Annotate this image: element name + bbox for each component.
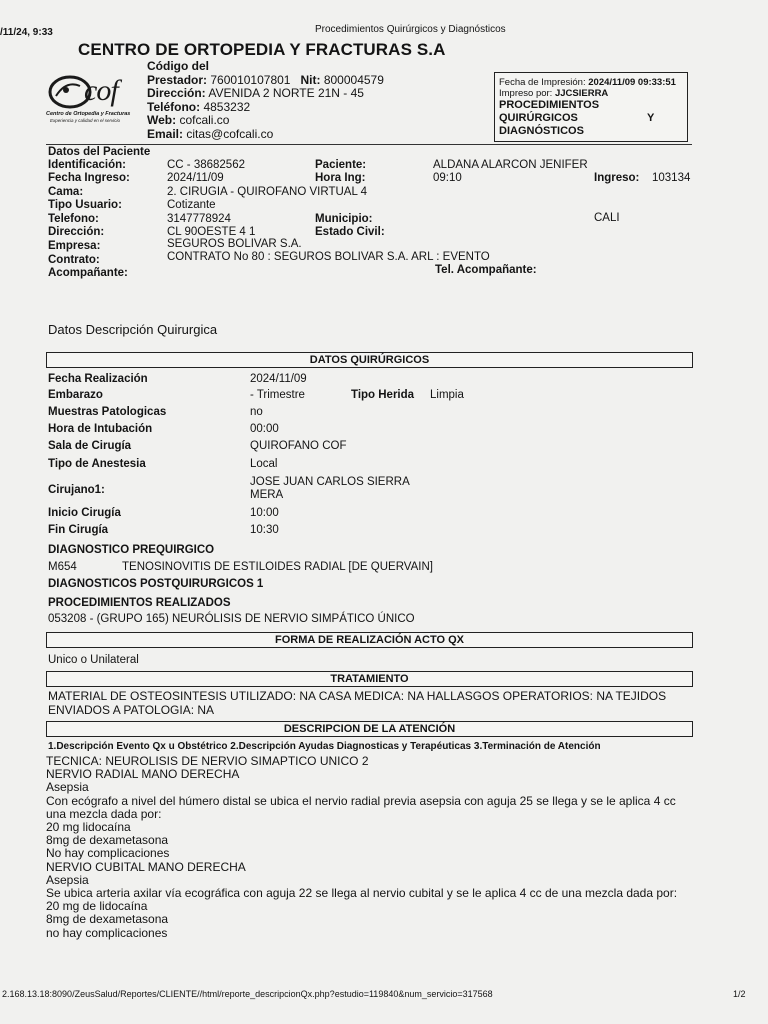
- atencion-line: Asepsia: [46, 780, 89, 795]
- telefono-label: Teléfono:: [147, 99, 201, 114]
- direccion-value: AVENIDA 2 NORTE 21N - 45: [208, 86, 364, 100]
- datos-quirurgicos-bar: DATOS QUIRÚRGICOS: [46, 352, 693, 368]
- surgery-row-value: 2024/11/09: [250, 373, 307, 385]
- nit-label: Nit:: [300, 72, 321, 87]
- proc-label: PROCEDIMIENTOS REALIZADOS: [48, 597, 231, 609]
- surgery-row-label: Cirujano1:: [48, 484, 105, 496]
- atencion-line: Se ubica arteria axilar vía ecográfica con aguja 22 se llega al nervio cubital y se le aplica 4 cc de una mezcla dada por:: [46, 886, 678, 901]
- tipo-herida-value: Limpia: [430, 389, 464, 401]
- fecha-impresion-value: 2024/11/09 09:33:51: [588, 77, 676, 88]
- surgery-row-value: 10:30: [250, 524, 279, 536]
- tipo-herida-label: Tipo Herida: [351, 389, 415, 401]
- atencion-line: NERVIO CUBITAL MANO DERECHA: [46, 859, 246, 874]
- atencion-line: Asepsia: [46, 872, 89, 887]
- direccion-paciente-label: Dirección:: [48, 226, 105, 238]
- atencion-line: NERVIO RADIAL MANO DERECHA: [46, 767, 240, 782]
- identificacion-label: Identificación:: [48, 159, 126, 171]
- diag-post-label: DIAGNOSTICOS POSTQUIRURGICOS 1: [48, 578, 264, 590]
- atencion-line: No hay complicaciones: [46, 846, 170, 861]
- tipo-usuario-label: Tipo Usuario:: [48, 199, 122, 211]
- web-value: cofcali.co: [179, 113, 230, 127]
- surgery-section-title: Datos Descripción Quirurgica: [48, 322, 218, 337]
- ingreso-label: Ingreso:: [594, 172, 640, 184]
- surgery-row-value: JOSE JUAN CARLOS SIERRA: [250, 476, 410, 488]
- surgery-row-value: QUIROFANO COF: [250, 440, 347, 452]
- atencion-line: 8mg de dexametasona: [46, 833, 169, 848]
- surgery-row-label: Fecha Realización: [48, 373, 148, 385]
- surgery-row-label: Tipo de Anestesia: [48, 458, 146, 470]
- surgery-row-value: no: [250, 406, 263, 418]
- print-datetime: /11/24, 9:33: [0, 27, 53, 38]
- fecha-impresion-label: Fecha de Impresión:: [499, 77, 586, 88]
- atencion-bar: DESCRIPCION DE LA ATENCIÓN: [46, 721, 693, 737]
- institution-name: CENTRO DE ORTOPEDIA Y FRACTURAS S.A: [78, 40, 446, 59]
- surgery-row-label: Embarazo: [48, 389, 103, 401]
- web-label: Web:: [147, 113, 177, 127]
- header-divider: [46, 144, 692, 145]
- surgery-row-value: 00:00: [250, 423, 279, 435]
- atencion-line: TECNICA: NEUROLISIS DE NERVIO SIMAPTICO UNICO 2: [46, 754, 369, 768]
- paciente-value: ALDANA ALARCON JENIFER: [433, 159, 588, 171]
- prestador-label: Prestador:: [147, 72, 208, 87]
- tratamiento-line2: ENVIADOS A PATOLOGIA: NA: [48, 703, 215, 717]
- box-line1: PROCEDIMIENTOS: [499, 99, 600, 111]
- tipo-usuario-value: Cotizante: [167, 199, 216, 211]
- box-line2: QUIRÚRGICOS: [499, 112, 578, 124]
- logo-subtitle: Centro de Ortopedia y Fracturas: [46, 111, 131, 117]
- fecha-ingreso-label: Fecha Ingreso:: [48, 172, 130, 184]
- logo-tagline: Experiencia y calidad en el servicio: [50, 118, 121, 123]
- surgery-row-label: Inicio Cirugía: [48, 507, 121, 519]
- patient-section-label: Datos del Paciente: [48, 146, 151, 158]
- telefono-value: 3147778924: [167, 213, 231, 225]
- surgery-row-label: Muestras Patologicas: [48, 406, 167, 418]
- diag-pre-label: DIAGNOSTICO PREQUIRGICO: [48, 544, 215, 556]
- nit-value: 800004579: [323, 72, 384, 87]
- impreso-label: Impreso por:: [499, 88, 553, 99]
- surgery-row-label: Sala de Cirugía: [48, 440, 132, 452]
- contrato-label: Contrato:: [48, 254, 100, 266]
- atencion-body: [46, 755, 677, 940]
- surgery-row-value: 10:00: [250, 507, 279, 519]
- surgery-row-label: Hora de Intubación: [48, 423, 153, 435]
- hora-ing-value: 09:10: [433, 172, 462, 184]
- direccion-paciente-value: CL 90OESTE 4 1: [167, 226, 256, 238]
- print-info-box: [494, 72, 688, 142]
- empresa-label: Empresa:: [48, 240, 101, 252]
- telefono-label: Telefono:: [48, 213, 99, 225]
- surgery-row-value-cont: MERA: [250, 489, 284, 501]
- fecha-ingreso-value: 2024/11/09: [167, 172, 224, 184]
- print-page-title: Procedimientos Quirúrgicos y Diagnósticos: [315, 24, 506, 35]
- atencion-subheader: 1.Descripción Evento Qx u Obstétrico 2.Descripción Ayudas Diagnosticas y Terapéuticas 3.Terminación de Atención: [48, 741, 601, 752]
- atencion-line: Con ecógrafo a nivel del húmero distal se ubica el nervio radial previa asepsia con aguja 25 se llega y se le aplica 4 cc: [46, 793, 676, 808]
- tratamiento-line1: MATERIAL DE OSTEOSINTESIS UTILIZADO: NA CASA MEDICA: NA HALLASGOS OPERATORIOS: NA TEJIDOS: [48, 689, 667, 703]
- municipio-label: Municipio:: [315, 213, 373, 225]
- atencion-line: una mezcla dada por:: [46, 806, 162, 821]
- telefono-value: 4853232: [203, 99, 251, 114]
- municipio-value: CALI: [594, 212, 620, 224]
- codigo-label: Código del: [147, 59, 209, 73]
- tel-acompanante-label: Tel. Acompañante:: [435, 264, 537, 276]
- impreso-value: JJCSIERRA: [554, 88, 609, 99]
- diag-pre-text: TENOSINOVITIS DE ESTILOIDES RADIAL [DE QUERVAIN]: [122, 561, 433, 573]
- atencion-line: 20 mg de lidocaína: [46, 899, 148, 914]
- logo-text: cof: [84, 74, 118, 107]
- cama-label: Cama:: [48, 186, 84, 198]
- atencion-line: 8mg de dexametasona: [46, 912, 169, 927]
- contrato-value: CONTRATO No 80 : SEGUROS BOLIVAR S.A. ARL : EVENTO: [167, 251, 490, 263]
- direccion-label: Dirección:: [147, 86, 206, 100]
- empresa-value: SEGUROS BOLIVAR S.A.: [167, 238, 302, 250]
- surgery-row-label: Fin Cirugía: [48, 524, 109, 536]
- footer-url[interactable]: 2.168.13.18:8090/ZeusSalud/Reportes/CLIENTE//html/reporte_descripcionQx.php?estudio=119840&num_servicio=317568: [2, 989, 493, 999]
- email-label: Email:: [147, 126, 184, 141]
- email-value: citas@cofcali.co: [186, 126, 274, 141]
- forma-bar: FORMA DE REALIZACIÓN ACTO QX: [46, 632, 693, 648]
- diag-pre-code: M654: [48, 561, 77, 573]
- box-line2-y: Y: [647, 112, 655, 124]
- hora-ing-label: Hora Ing:: [315, 172, 366, 184]
- atencion-line: 20 mg lidocaína: [46, 820, 131, 835]
- atencion-line: no hay complicaciones: [46, 925, 168, 940]
- surgery-row-value: - Trimestre: [250, 389, 305, 401]
- cof-logo: [46, 72, 146, 128]
- tratamiento-bar: TRATAMIENTO: [46, 671, 693, 687]
- paciente-label: Paciente:: [315, 159, 367, 171]
- prestador-value: 760010107801: [210, 72, 291, 87]
- box-line3: DIAGNÓSTICOS: [499, 125, 584, 137]
- proc-text: 053208 - (GRUPO 165) NEURÓLISIS DE NERVIO SIMPÁTICO ÚNICO: [48, 613, 415, 625]
- footer-page-number: 1/2: [733, 989, 746, 999]
- estado-civil-label: Estado Civil:: [315, 226, 385, 238]
- surgery-row-value: Local: [250, 458, 278, 470]
- acompanante-label: Acompañante:: [48, 267, 128, 279]
- forma-value: Unico o Unilateral: [48, 654, 139, 666]
- cama-value: 2. CIRUGIA - QUIROFANO VIRTUAL 4: [167, 186, 368, 198]
- identificacion-value: CC - 38682562: [167, 159, 245, 171]
- ingreso-value: 103134: [652, 172, 691, 184]
- institution-info: [147, 60, 384, 141]
